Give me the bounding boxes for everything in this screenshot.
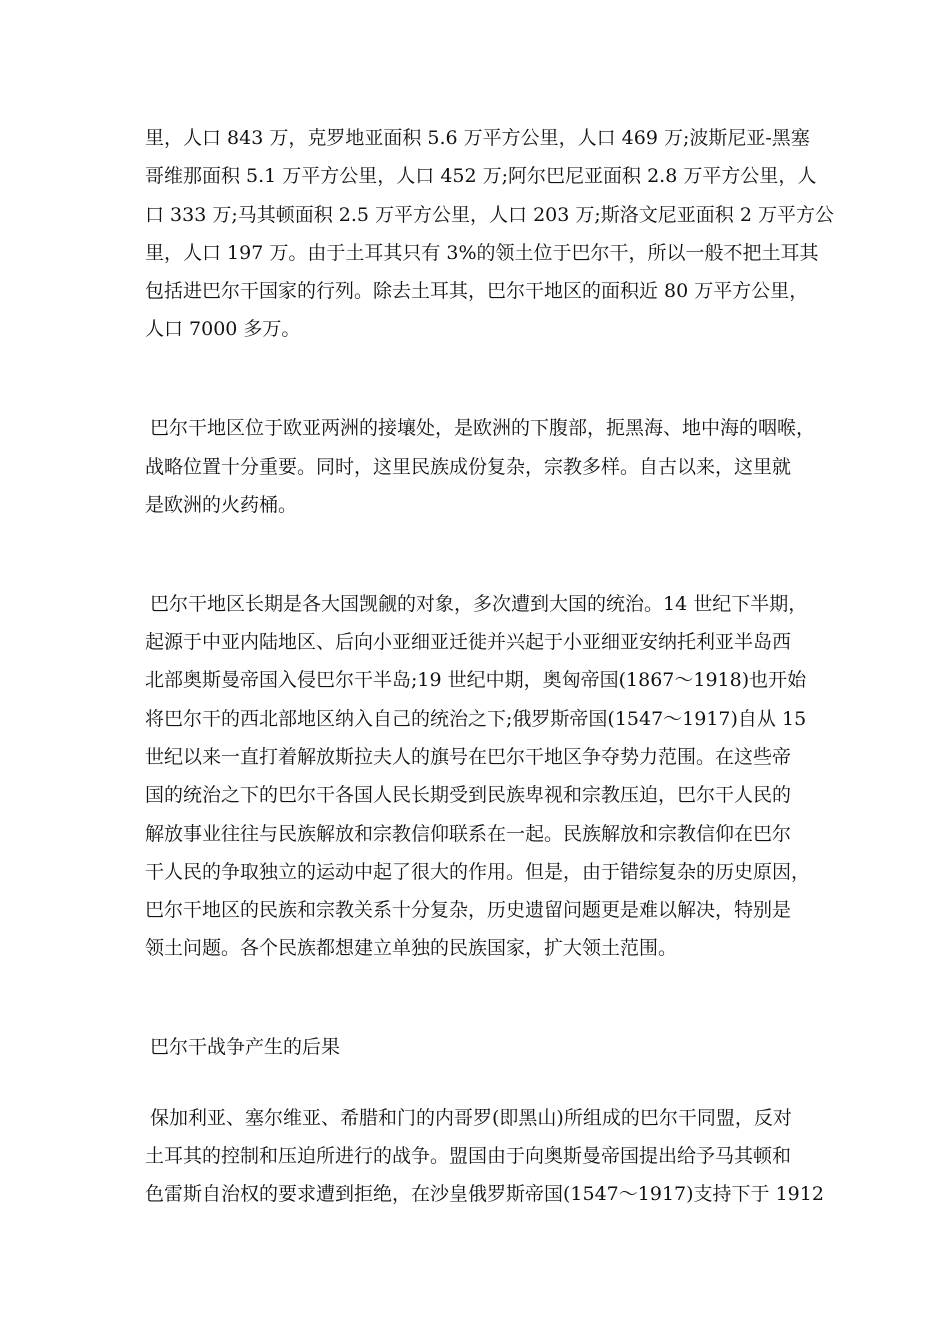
text-line: 巴尔干地区的民族和宗教关系十分复杂，历史遗留问题更是难以解决，特别是 (145, 899, 792, 921)
text-line: 巴尔干地区长期是各大国觊觎的对象，多次遭到大国的统治。14 世纪下半期， (150, 593, 808, 615)
text-line: 起源于中亚内陆地区、后向小亚细亚迁徙并兴起于小亚细亚安纳托利亚半岛西 (145, 631, 792, 653)
text-line: 北部奥斯曼帝国入侵巴尔干半岛;19 世纪中期，奥匈帝国(1867～1918)也开始 (145, 669, 807, 691)
text-line: 里，人口 843 万，克罗地亚面积 5.6 万平方公里，人口 469 万;波斯尼亚-黑塞 (145, 127, 810, 149)
text-line: 人口 7000 多万。 (145, 318, 301, 340)
text-line: 战略位置十分重要。同时，这里民族成份复杂，宗教多样。自古以来，这里就 (145, 456, 792, 478)
text-line: 领土问题。各个民族都想建立单独的民族国家，扩大领土范围。 (145, 937, 678, 959)
text-line: 解放事业往往与民族解放和宗教信仰联系在一起。民族解放和宗教信仰在巴尔 (145, 823, 792, 845)
text-line: 保加利亚、塞尔维亚、希腊和门的内哥罗(即黑山)所组成的巴尔干同盟，反对 (150, 1107, 792, 1129)
text-line: 是欧洲的火药桶。 (145, 494, 298, 516)
text-line: 土耳其的控制和压迫所进行的战争。盟国由于向奥斯曼帝国提出给予马其顿和 (145, 1145, 792, 1167)
text-line: 色雷斯自治权的要求遭到拒绝，在沙皇俄罗斯帝国(1547～1917)支持下于 1912 (145, 1183, 824, 1205)
text-line: 巴尔干地区位于欧亚两洲的接壤处，是欧洲的下腹部，扼黑海、地中海的咽喉， (150, 417, 816, 439)
text-line: 世纪以来一直打着解放斯拉夫人的旗号在巴尔干地区争夺势力范围。在这些帝 (145, 746, 792, 768)
heading-text: 巴尔干战争产生的后果 (150, 1036, 341, 1058)
text-line: 国的统治之下的巴尔干各国人民长期受到民族卑视和宗教压迫，巴尔干人民的 (145, 784, 792, 806)
text-line: 干人民的争取独立的运动中起了很大的作用。但是，由于错综复杂的历史原因， (145, 861, 811, 883)
text-line: 哥维那面积 5.1 万平方公里，人口 452 万;阿尔巴尼亚面积 2.8 万平方公里，人 (145, 165, 817, 187)
text-line: 里，人口 197 万。由于土耳其只有 3%的领土位于巴尔干，所以一般不把土耳其 (145, 242, 819, 264)
text-line: 口 333 万;马其顿面积 2.5 万平方公里，人口 203 万;斯洛文尼亚面积 2 万平方公 (145, 204, 834, 226)
text-line: 将巴尔干的西北部地区纳入自己的统治之下;俄罗斯帝国(1547～1917)自从 15 (145, 708, 807, 730)
text-line: 包括进巴尔干国家的行列。除去土耳其，巴尔干地区的面积近 80 万平方公里， (145, 280, 809, 302)
